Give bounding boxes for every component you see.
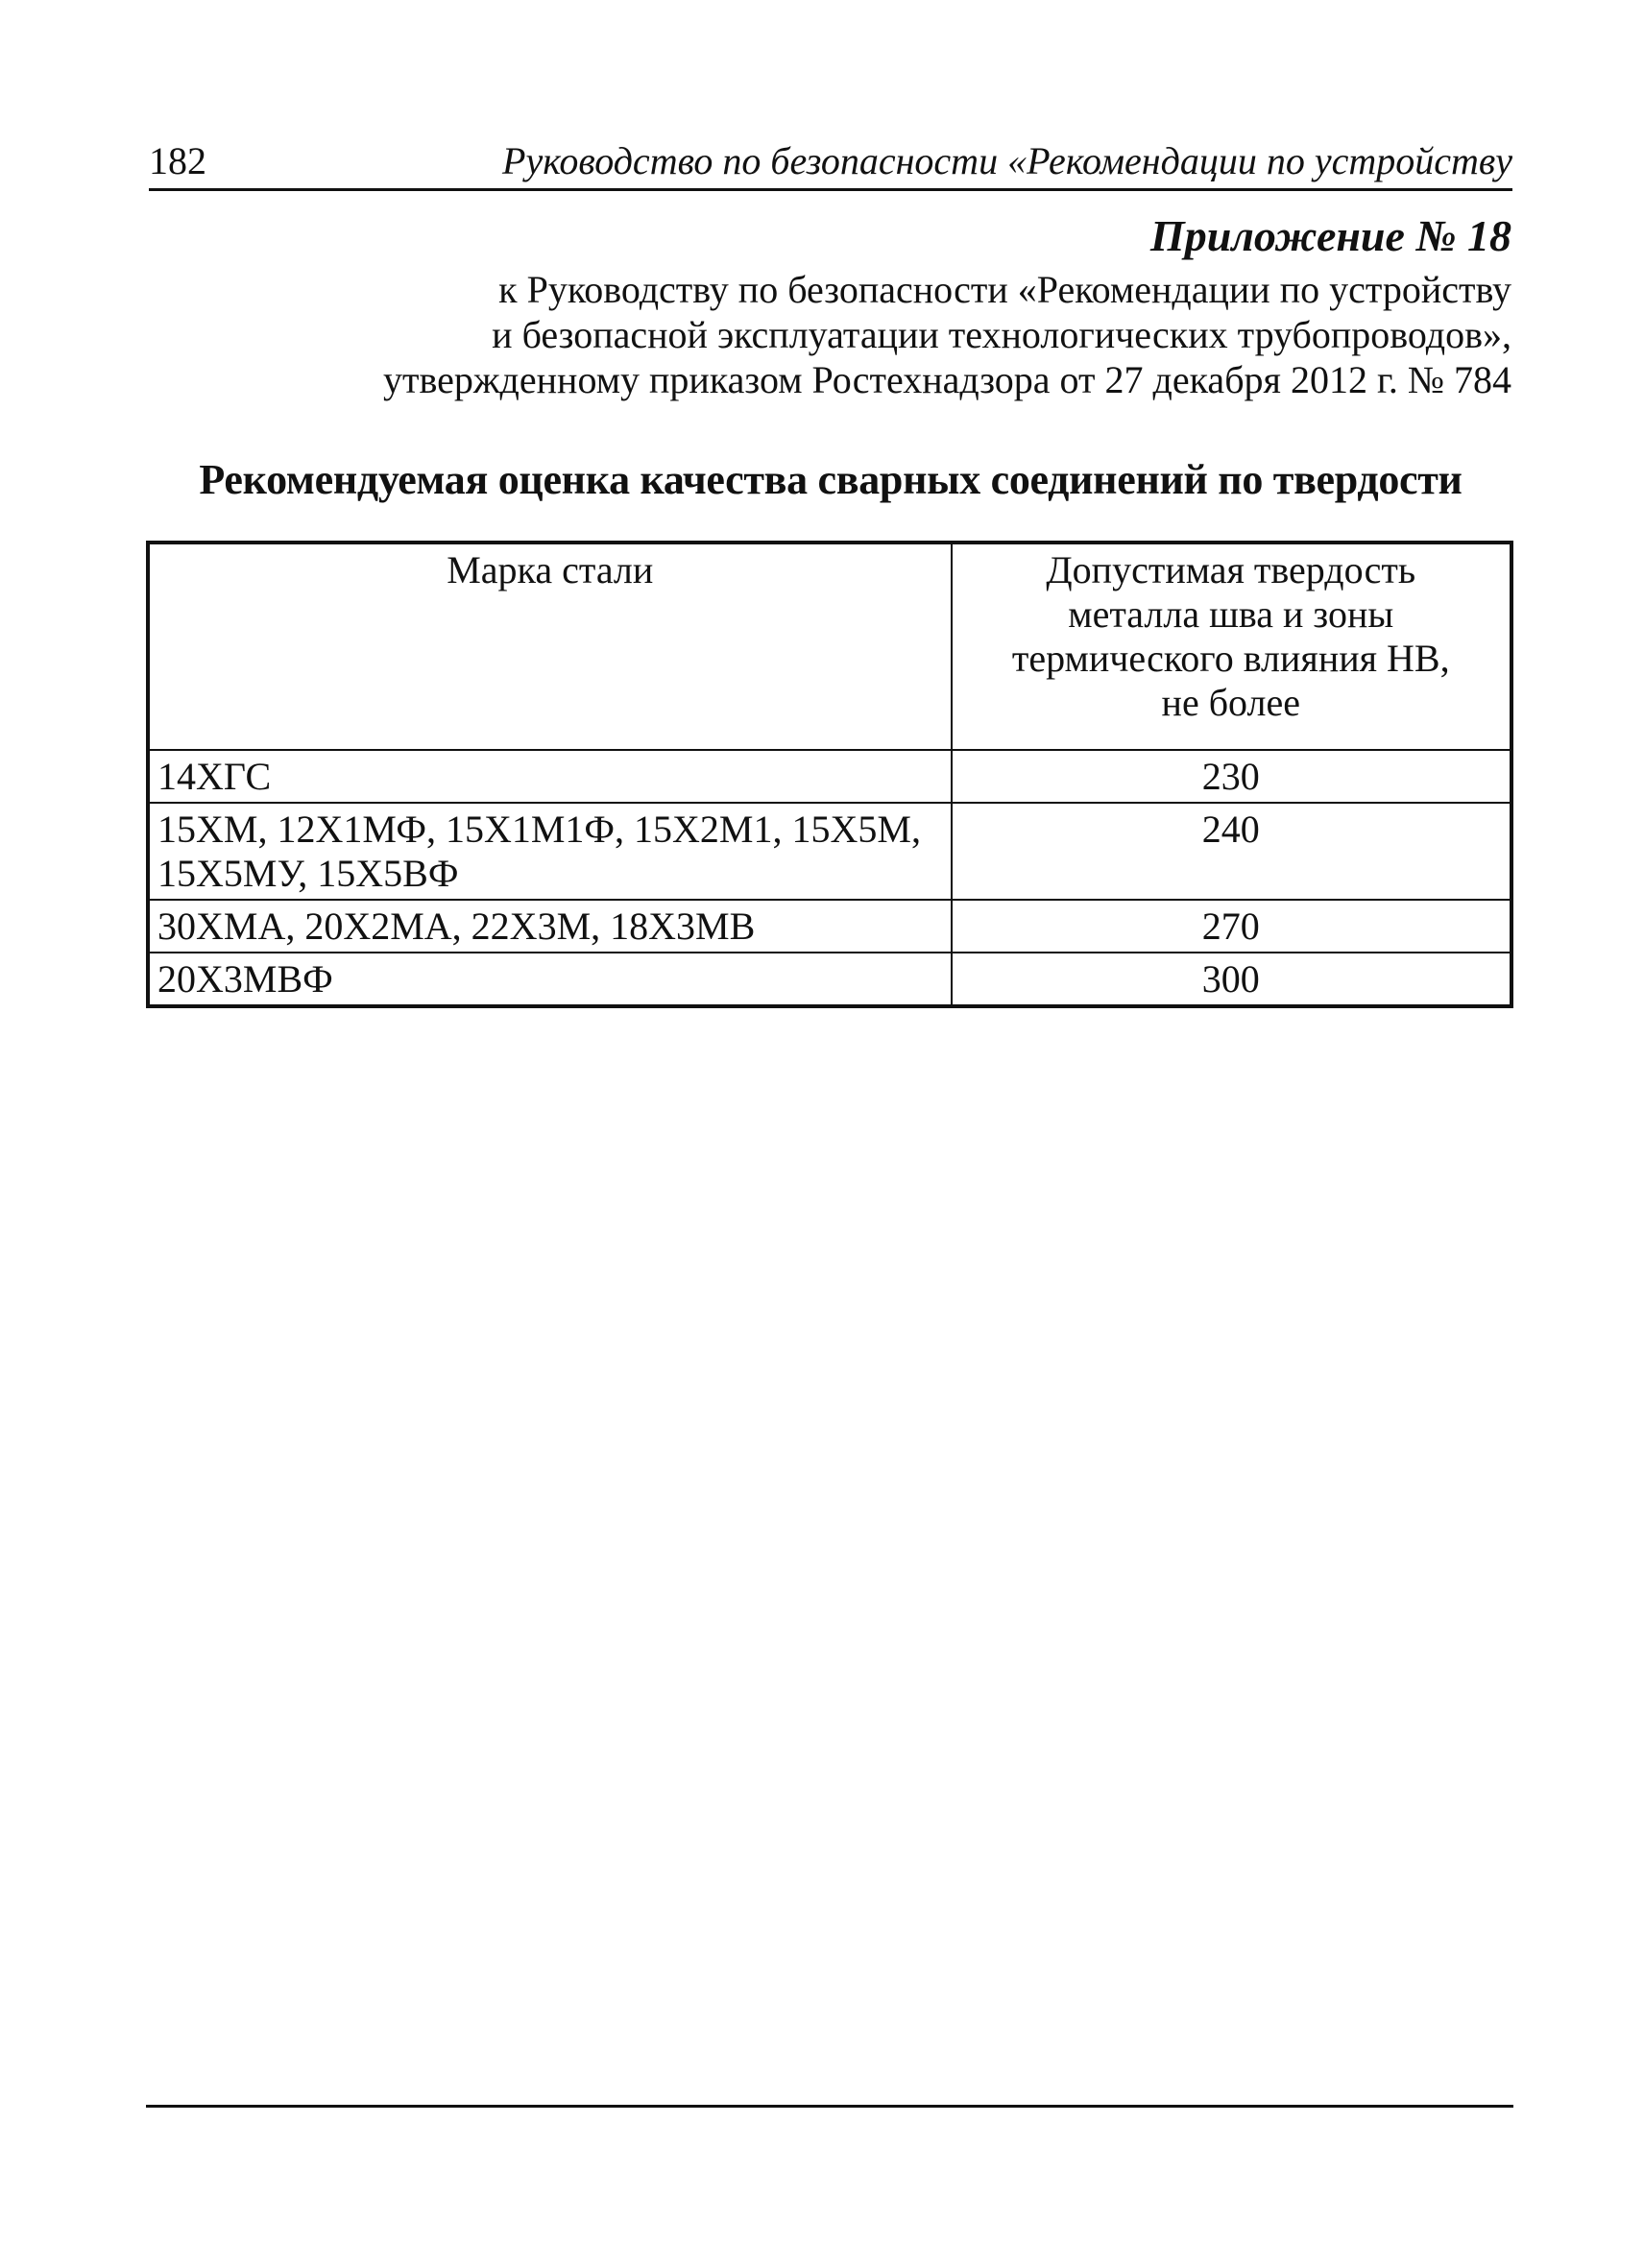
hardness-value-cell: 230 [952, 750, 1511, 803]
table-row [148, 750, 1511, 803]
table-header-row [148, 543, 1511, 750]
appendix-reference-line: и безопасной эксплуатации технологических трубопроводов», [492, 313, 1511, 356]
column-header-hardness [952, 543, 1511, 750]
steel-grade-line: 15Х5МУ, 15Х5ВФ [157, 852, 459, 895]
steel-grade-line: 15ХМ, 12Х1МФ, 15Х1М1Ф, 15Х2М1, 15Х5М, [157, 808, 921, 851]
hardness-value-cell: 240 [952, 803, 1511, 900]
appendix-reference [383, 267, 1511, 402]
appendix-label: Приложение № 18 [1149, 211, 1511, 260]
steel-grade-cell [148, 803, 952, 900]
hardness-value-cell: 270 [952, 900, 1511, 953]
column-header-hardness-line: не более [1161, 681, 1300, 724]
page-number: 182 [149, 139, 206, 182]
steel-grade-cell [148, 953, 952, 1006]
column-header-steel-grade: Марка стали [148, 543, 952, 750]
steel-grade-line: 20Х3МВФ [157, 957, 333, 1001]
hardness-value-cell: 300 [952, 953, 1511, 1006]
column-header-hardness-line: металла шва и зоны [1068, 592, 1394, 636]
appendix-reference-line: к Руководству по безопасности «Рекомендации по устройству [498, 268, 1511, 311]
section-title: Рекомендуемая оценка качества сварных соединений по твердости [199, 456, 1463, 503]
table-row [148, 803, 1511, 900]
footer-divider [146, 2105, 1513, 2108]
steel-grade-cell [148, 750, 952, 803]
hardness-table [146, 541, 1513, 1008]
column-header-hardness-line: Допустимая твердость [1046, 548, 1416, 591]
steel-grade-line: 30ХМА, 20Х2МА, 22Х3М, 18Х3МВ [157, 905, 756, 948]
table-row [148, 953, 1511, 1006]
steel-grade-cell [148, 900, 952, 953]
running-header [149, 133, 1512, 191]
running-title: Руководство по безопасности «Рекомендации по устройству [502, 139, 1512, 182]
steel-grade-line: 14ХГС [157, 755, 272, 798]
appendix-reference-line: утвержденному приказом Ростехнадзора от 27 декабря 2012 г. № 784 [383, 358, 1511, 401]
column-header-hardness-line: термического влияния НВ, [1011, 637, 1450, 680]
table-row [148, 900, 1511, 953]
